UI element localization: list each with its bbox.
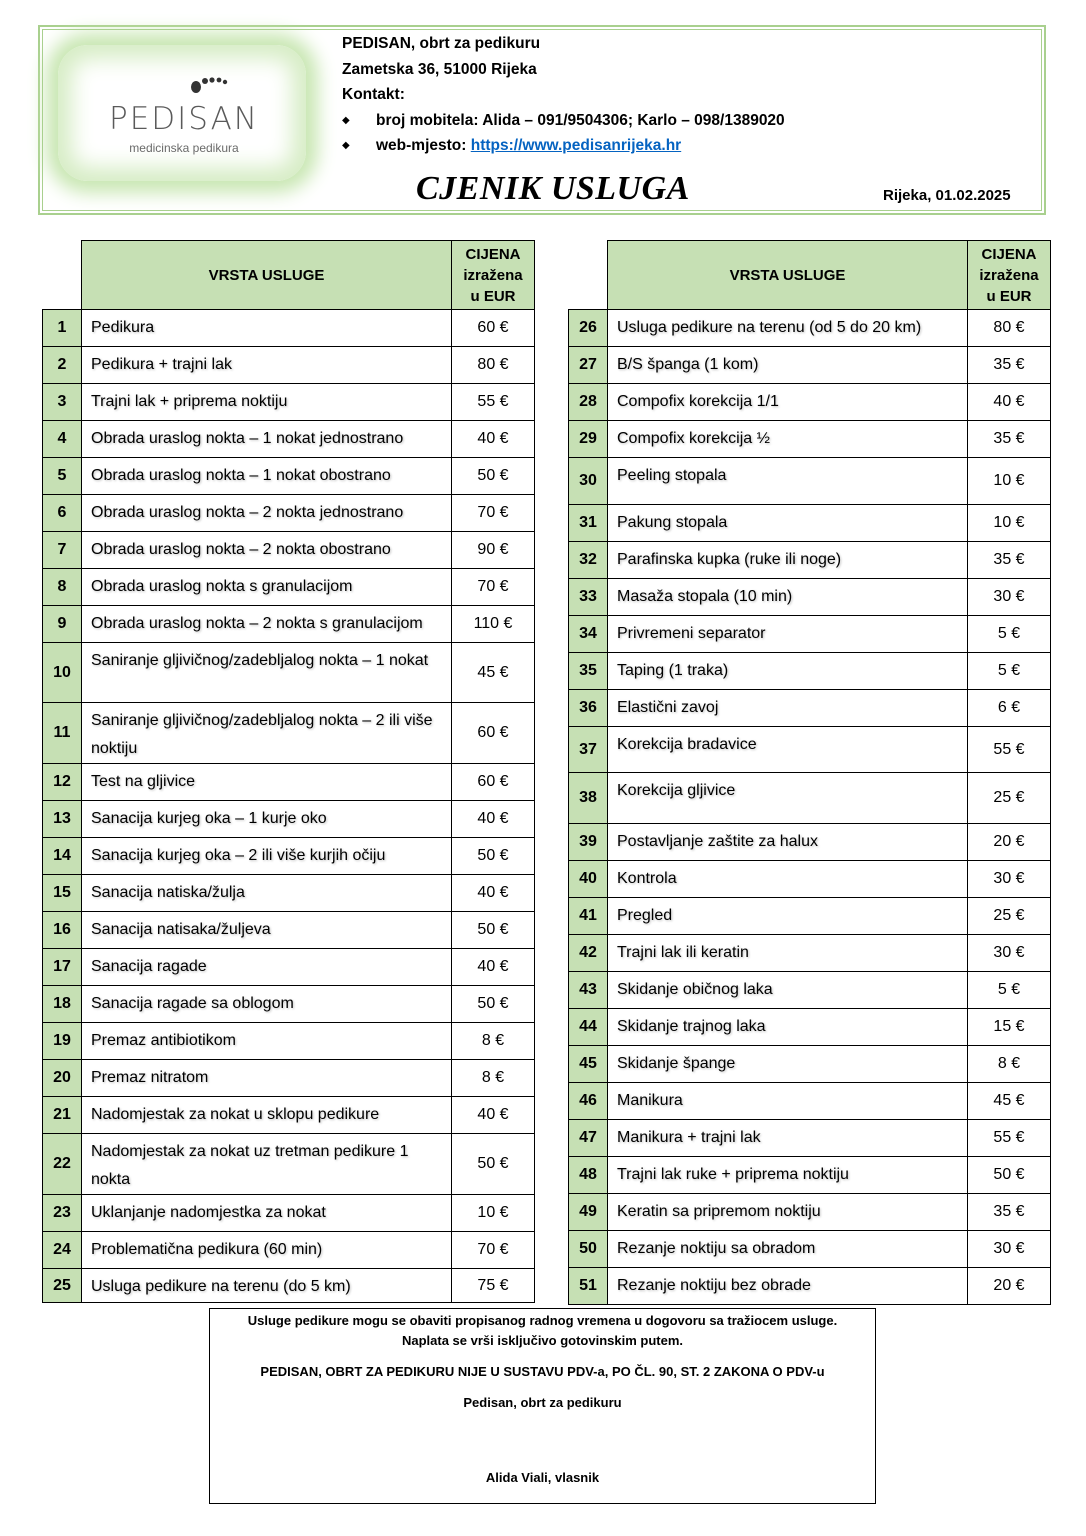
service-price: 15 € bbox=[968, 1009, 1051, 1046]
service-name: Skidanje špange bbox=[608, 1046, 968, 1083]
table-row bbox=[569, 1046, 1051, 1083]
service-name: Obrada uraslog nokta – 2 nokta jednostrano bbox=[82, 495, 452, 532]
service-price: 80 € bbox=[452, 347, 535, 384]
service-price: 80 € bbox=[968, 310, 1051, 347]
company-info bbox=[342, 31, 785, 159]
table-row bbox=[569, 347, 1051, 384]
row-number: 14 bbox=[43, 838, 82, 875]
table-row bbox=[43, 347, 535, 384]
row-number: 11 bbox=[43, 703, 82, 764]
table-row bbox=[569, 579, 1051, 616]
row-number: 1 bbox=[43, 310, 82, 347]
table-row bbox=[569, 542, 1051, 579]
service-name: B/S španga (1 kom) bbox=[608, 347, 968, 384]
table-row bbox=[569, 505, 1051, 542]
row-number: 15 bbox=[43, 875, 82, 912]
row-number: 13 bbox=[43, 801, 82, 838]
row-number: 39 bbox=[569, 824, 608, 861]
row-number: 3 bbox=[43, 384, 82, 421]
company-address: Zametska 36, 51000 Rijeka bbox=[342, 60, 537, 78]
service-price: 40 € bbox=[968, 384, 1051, 421]
table-row bbox=[569, 1009, 1051, 1046]
table-row bbox=[569, 861, 1051, 898]
service-name: Manikura + trajni lak bbox=[608, 1120, 968, 1157]
table-row bbox=[43, 875, 535, 912]
service-name: Pedikura bbox=[82, 310, 452, 347]
service-name: Sanacija kurjeg oka – 2 ili više kurjih očiju bbox=[82, 838, 452, 875]
service-name: Saniranje gljivičnog/zadebljalog nokta – 1 nokat bbox=[82, 643, 452, 703]
service-price: 50 € bbox=[452, 458, 535, 495]
row-number: 27 bbox=[569, 347, 608, 384]
price-table-right bbox=[568, 240, 1051, 1305]
service-name: Premaz antibiotikom bbox=[82, 1023, 452, 1060]
web-label: web-mjesto: bbox=[376, 137, 467, 155]
service-name: Nadomjestak za nokat u sklopu pedikure bbox=[82, 1097, 452, 1134]
row-number: 22 bbox=[43, 1134, 82, 1195]
service-price: 55 € bbox=[968, 727, 1051, 773]
row-number: 32 bbox=[569, 542, 608, 579]
table-row bbox=[43, 912, 535, 949]
service-price: 50 € bbox=[452, 986, 535, 1023]
service-name: Skidanje trajnog laka bbox=[608, 1009, 968, 1046]
service-price: 40 € bbox=[452, 875, 535, 912]
service-price: 10 € bbox=[452, 1195, 535, 1232]
service-price: 30 € bbox=[968, 935, 1051, 972]
service-price: 8 € bbox=[452, 1023, 535, 1060]
service-name: Postavljanje zaštite za halux bbox=[608, 824, 968, 861]
row-number: 9 bbox=[43, 606, 82, 643]
header-box bbox=[38, 25, 1046, 215]
row-number: 40 bbox=[569, 861, 608, 898]
table-row bbox=[569, 616, 1051, 653]
row-number: 28 bbox=[569, 384, 608, 421]
table-row bbox=[569, 1157, 1051, 1194]
table-row bbox=[43, 1097, 535, 1134]
table-row bbox=[43, 1269, 535, 1303]
table-row bbox=[569, 384, 1051, 421]
service-name: Uklanjanje nadomjestka za nokat bbox=[82, 1195, 452, 1232]
service-name: Obrada uraslog nokta – 2 nokta obostrano bbox=[82, 532, 452, 569]
row-number: 5 bbox=[43, 458, 82, 495]
service-price: 8 € bbox=[452, 1060, 535, 1097]
table-row bbox=[569, 727, 1051, 773]
footer-line-hours: Usluge pedikure mogu se obaviti propisanog radnog vremena u dogovoru sa tražiocem usluge. bbox=[247, 1313, 838, 1328]
row-number: 41 bbox=[569, 898, 608, 935]
table-row bbox=[43, 801, 535, 838]
service-name: Obrada uraslog nokta – 1 nokat jednostrano bbox=[82, 421, 452, 458]
service-price: 30 € bbox=[968, 861, 1051, 898]
service-price: 40 € bbox=[452, 949, 535, 986]
service-name: Pregled bbox=[608, 898, 968, 935]
row-number: 48 bbox=[569, 1157, 608, 1194]
footer-line-vat: PEDISAN, OBRT ZA PEDIKURU NIJE U SUSTAVU PDV-a, PO ČL. 90, ST. 2 ZAKONA O PDV-u bbox=[260, 1364, 825, 1379]
row-number: 42 bbox=[569, 935, 608, 972]
service-name: Nadomjestak za nokat uz tretman pedikure 1 nokta bbox=[82, 1134, 452, 1195]
service-name: Usluga pedikure na terenu (do 5 km) bbox=[82, 1269, 452, 1303]
footer-line-payment: Naplata se vrši isključivo gotovinskim putem. bbox=[401, 1333, 684, 1348]
table-header-row bbox=[43, 241, 535, 310]
table-row bbox=[569, 421, 1051, 458]
row-number: 33 bbox=[569, 579, 608, 616]
service-price: 50 € bbox=[452, 838, 535, 875]
table-header-row bbox=[569, 241, 1051, 310]
price-table-left bbox=[42, 240, 535, 1303]
service-name: Test na gljivice bbox=[82, 764, 452, 801]
service-name: Sanacija ragade sa oblogom bbox=[82, 986, 452, 1023]
table-row bbox=[43, 310, 535, 347]
service-name: Sanacija natiska/žulja bbox=[82, 875, 452, 912]
footer-signature: Alida Viali, vlasnik bbox=[485, 1470, 600, 1485]
service-name: Pakung stopala bbox=[608, 505, 968, 542]
company-name: PEDISAN, obrt za pedikuru bbox=[342, 35, 541, 52]
row-number: 18 bbox=[43, 986, 82, 1023]
service-name: Rezanje noktiju bez obrade bbox=[608, 1268, 968, 1305]
service-name: Problematična pedikura (60 min) bbox=[82, 1232, 452, 1269]
phone-line bbox=[342, 108, 785, 134]
row-number: 6 bbox=[43, 495, 82, 532]
table-row bbox=[569, 1231, 1051, 1268]
service-name: Korekcija gljivice bbox=[608, 773, 968, 824]
table-row bbox=[43, 421, 535, 458]
table-row bbox=[569, 898, 1051, 935]
table-row bbox=[43, 569, 535, 606]
service-price: 45 € bbox=[452, 643, 535, 703]
row-number: 35 bbox=[569, 653, 608, 690]
service-name: Keratin sa pripremom noktiju bbox=[608, 1194, 968, 1231]
row-number: 51 bbox=[569, 1268, 608, 1305]
service-price: 50 € bbox=[452, 1134, 535, 1195]
service-name: Compofix korekcija ½ bbox=[608, 421, 968, 458]
service-price: 20 € bbox=[968, 824, 1051, 861]
website-link[interactable]: https://www.pedisanrijeka.hr bbox=[470, 137, 682, 155]
service-name: Saniranje gljivičnog/zadebljalog nokta – 2 ili više noktiju bbox=[82, 703, 452, 764]
row-number: 46 bbox=[569, 1083, 608, 1120]
logo-subtitle: medicinska pedikura bbox=[129, 141, 239, 155]
service-name: Trajni lak ruke + priprema noktiju bbox=[608, 1157, 968, 1194]
table-row bbox=[569, 1120, 1051, 1157]
row-number: 16 bbox=[43, 912, 82, 949]
table-row bbox=[569, 1194, 1051, 1231]
footer-note-box bbox=[209, 1308, 876, 1504]
service-price: 35 € bbox=[968, 347, 1051, 384]
service-price: 25 € bbox=[968, 773, 1051, 824]
service-name: Obrada uraslog nokta – 1 nokat obostrano bbox=[82, 458, 452, 495]
footer-line-company: Pedisan, obrt za pedikuru bbox=[463, 1395, 622, 1410]
table-row bbox=[43, 949, 535, 986]
service-price: 50 € bbox=[968, 1157, 1051, 1194]
service-price: 8 € bbox=[968, 1046, 1051, 1083]
table-row bbox=[43, 986, 535, 1023]
row-number: 17 bbox=[43, 949, 82, 986]
table-row bbox=[569, 310, 1051, 347]
row-number: 38 bbox=[569, 773, 608, 824]
row-number: 29 bbox=[569, 421, 608, 458]
row-number: 4 bbox=[43, 421, 82, 458]
web-line bbox=[342, 133, 785, 159]
row-number: 8 bbox=[43, 569, 82, 606]
page-title: CJENIK USLUGA bbox=[416, 170, 690, 207]
service-name: Trajni lak ili keratin bbox=[608, 935, 968, 972]
service-name: Rezanje noktiju sa obradom bbox=[608, 1231, 968, 1268]
service-price: 10 € bbox=[968, 505, 1051, 542]
company-logo bbox=[58, 45, 306, 181]
service-price: 35 € bbox=[968, 1194, 1051, 1231]
service-name: Kontrola bbox=[608, 861, 968, 898]
service-name: Sanacija ragade bbox=[82, 949, 452, 986]
table-row bbox=[569, 653, 1051, 690]
row-number: 23 bbox=[43, 1195, 82, 1232]
contact-label: Kontakt: bbox=[342, 86, 405, 103]
service-name: Obrada uraslog nokta – 2 nokta s granulacijom bbox=[82, 606, 452, 643]
logo-text: PEDISAN bbox=[109, 101, 259, 137]
service-price: 20 € bbox=[968, 1268, 1051, 1305]
column-header-price: CIJENA izražena u EUR bbox=[452, 241, 535, 310]
row-number: 12 bbox=[43, 764, 82, 801]
column-header-service: VRSTA USLUGE bbox=[82, 241, 452, 310]
service-price: 35 € bbox=[968, 421, 1051, 458]
service-price: 30 € bbox=[968, 1231, 1051, 1268]
row-number: 44 bbox=[569, 1009, 608, 1046]
row-number: 37 bbox=[569, 727, 608, 773]
row-number: 25 bbox=[43, 1269, 82, 1303]
footprints-icon bbox=[188, 75, 248, 95]
table-row bbox=[569, 458, 1051, 505]
table-row bbox=[569, 690, 1051, 727]
service-name: Pedikura + trajni lak bbox=[82, 347, 452, 384]
service-name: Compofix korekcija 1/1 bbox=[608, 384, 968, 421]
service-name: Parafinska kupka (ruke ili noge) bbox=[608, 542, 968, 579]
table-row bbox=[43, 1232, 535, 1269]
table-row bbox=[43, 1134, 535, 1195]
row-number: 19 bbox=[43, 1023, 82, 1060]
service-name: Taping (1 traka) bbox=[608, 653, 968, 690]
table-row bbox=[569, 972, 1051, 1009]
table-row bbox=[43, 1060, 535, 1097]
service-name: Privremeni separator bbox=[608, 616, 968, 653]
table-row bbox=[569, 773, 1051, 824]
service-price: 10 € bbox=[968, 458, 1051, 505]
row-number: 50 bbox=[569, 1231, 608, 1268]
table-row bbox=[43, 838, 535, 875]
service-name: Elastični zavoj bbox=[608, 690, 968, 727]
service-price: 5 € bbox=[968, 653, 1051, 690]
row-number: 7 bbox=[43, 532, 82, 569]
row-number: 43 bbox=[569, 972, 608, 1009]
column-header-service: VRSTA USLUGE bbox=[608, 241, 968, 310]
service-price: 5 € bbox=[968, 972, 1051, 1009]
price-table-right-body bbox=[569, 310, 1051, 1305]
service-price: 6 € bbox=[968, 690, 1051, 727]
service-name: Sanacija kurjeg oka – 1 kurje oko bbox=[82, 801, 452, 838]
service-price: 40 € bbox=[452, 801, 535, 838]
phone-text: broj mobitela: Alida – 091/9504306; Karlo – 098/1389020 bbox=[376, 111, 785, 129]
service-price: 70 € bbox=[452, 1232, 535, 1269]
bullet-diamond-icon: ◆ bbox=[342, 114, 350, 126]
table-row bbox=[43, 458, 535, 495]
row-number: 45 bbox=[569, 1046, 608, 1083]
table-row bbox=[569, 1268, 1051, 1305]
service-price: 60 € bbox=[452, 764, 535, 801]
price-table-left-body bbox=[43, 310, 535, 1303]
service-name: Korekcija bradavice bbox=[608, 727, 968, 773]
service-price: 5 € bbox=[968, 616, 1051, 653]
service-name: Obrada uraslog nokta s granulacijom bbox=[82, 569, 452, 606]
row-number: 26 bbox=[569, 310, 608, 347]
service-price: 30 € bbox=[968, 579, 1051, 616]
service-name: Manikura bbox=[608, 1083, 968, 1120]
service-name: Skidanje običnog laka bbox=[608, 972, 968, 1009]
service-name: Sanacija natisaka/žuljeva bbox=[82, 912, 452, 949]
service-name: Masaža stopala (10 min) bbox=[608, 579, 968, 616]
table-row bbox=[569, 935, 1051, 972]
column-header-price: CIJENA izražena u EUR bbox=[968, 241, 1051, 310]
table-row bbox=[43, 532, 535, 569]
table-row bbox=[569, 1083, 1051, 1120]
table-row bbox=[43, 384, 535, 421]
table-row bbox=[43, 606, 535, 643]
table-row bbox=[569, 824, 1051, 861]
row-number: 36 bbox=[569, 690, 608, 727]
service-name: Usluga pedikure na terenu (od 5 do 20 km) bbox=[608, 310, 968, 347]
table-row bbox=[43, 703, 535, 764]
service-price: 55 € bbox=[968, 1120, 1051, 1157]
service-price: 60 € bbox=[452, 310, 535, 347]
service-price: 25 € bbox=[968, 898, 1051, 935]
service-price: 40 € bbox=[452, 421, 535, 458]
service-price: 35 € bbox=[968, 542, 1051, 579]
service-price: 70 € bbox=[452, 495, 535, 532]
service-price: 40 € bbox=[452, 1097, 535, 1134]
service-price: 90 € bbox=[452, 532, 535, 569]
row-number: 30 bbox=[569, 458, 608, 505]
service-price: 70 € bbox=[452, 569, 535, 606]
row-number: 24 bbox=[43, 1232, 82, 1269]
row-number: 21 bbox=[43, 1097, 82, 1134]
document-date: Rijeka, 01.02.2025 bbox=[883, 187, 1011, 204]
table-row bbox=[43, 764, 535, 801]
service-price: 60 € bbox=[452, 703, 535, 764]
service-price: 45 € bbox=[968, 1083, 1051, 1120]
row-number: 2 bbox=[43, 347, 82, 384]
table-row bbox=[43, 643, 535, 703]
row-number: 10 bbox=[43, 643, 82, 703]
row-number: 34 bbox=[569, 616, 608, 653]
service-price: 110 € bbox=[452, 606, 535, 643]
service-price: 50 € bbox=[452, 912, 535, 949]
service-name: Peeling stopala bbox=[608, 458, 968, 505]
table-row bbox=[43, 495, 535, 532]
table-row bbox=[43, 1023, 535, 1060]
service-price: 55 € bbox=[452, 384, 535, 421]
row-number: 47 bbox=[569, 1120, 608, 1157]
service-name: Premaz nitratom bbox=[82, 1060, 452, 1097]
row-number: 20 bbox=[43, 1060, 82, 1097]
service-price: 75 € bbox=[452, 1269, 535, 1303]
service-name: Trajni lak + priprema noktiju bbox=[82, 384, 452, 421]
row-number: 31 bbox=[569, 505, 608, 542]
row-number: 49 bbox=[569, 1194, 608, 1231]
bullet-diamond-icon: ◆ bbox=[342, 140, 350, 152]
table-row bbox=[43, 1195, 535, 1232]
